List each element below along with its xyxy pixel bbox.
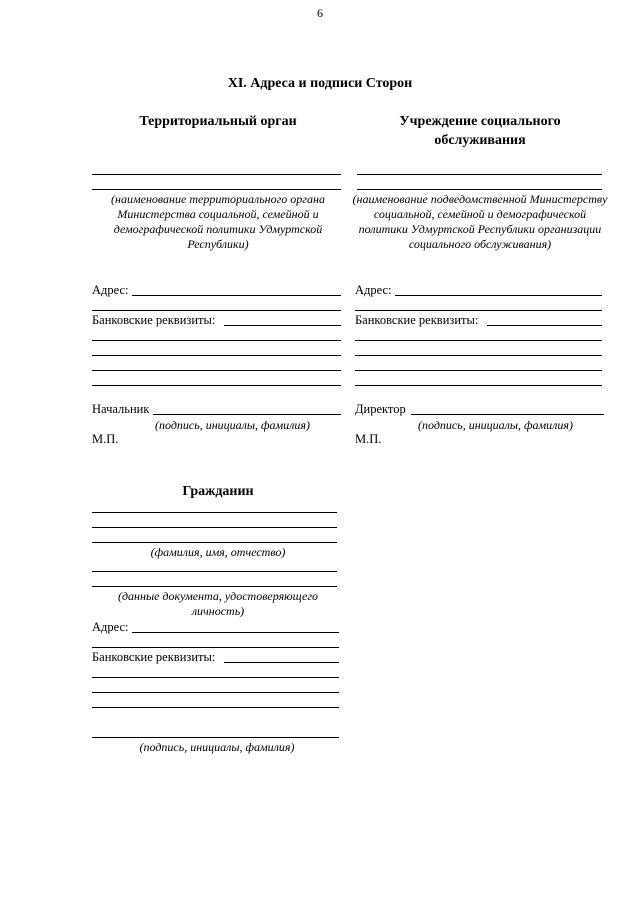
bank-details-line (355, 340, 602, 341)
bank-details-label: Банковские реквизиты: (92, 313, 216, 327)
bank-details-line (224, 662, 339, 663)
address-line (355, 310, 602, 311)
address-line (92, 310, 341, 311)
name-line (92, 189, 341, 190)
document-line (92, 586, 337, 587)
bank-details-line (92, 707, 339, 708)
signature-caption: (подпись, инициалы, фамилия) (155, 418, 310, 432)
bank-details-line (224, 325, 341, 326)
address-line (395, 295, 602, 296)
signer-label: Начальник (92, 402, 150, 416)
bank-details-line (92, 692, 339, 693)
address-line (132, 295, 341, 296)
name-caption: (наименование подведомственной Министерству социальной, семейной и демографической политики Удмуртской Республики организации социального обслуживания) (352, 192, 608, 251)
address-line (132, 632, 339, 633)
full-name-caption: (фамилия, имя, отчество) (150, 545, 286, 559)
page-number: 6 (317, 6, 323, 20)
name-line (357, 189, 602, 190)
bank-details-line (92, 355, 341, 356)
section-title: XI. Адреса и подписи Сторон (227, 76, 413, 91)
bank-details-line (92, 370, 341, 371)
name-line (92, 512, 337, 513)
bank-details-line (355, 355, 602, 356)
stamp-label: М.П. (355, 432, 382, 446)
address-line (92, 647, 339, 648)
bank-details-line (355, 370, 602, 371)
name-line (92, 174, 341, 175)
signer-label: Директор (355, 402, 406, 416)
name-line (92, 527, 337, 528)
citizen-title: Гражданин (182, 484, 254, 499)
bank-details-line (92, 340, 341, 341)
bank-details-line (92, 385, 341, 386)
name-caption: (наименование территориального органа Министерства социальной, семейной и демографической политики Удмуртской Республики) (111, 192, 325, 251)
signature-caption: (подпись, инициалы, фамилия) (139, 740, 295, 754)
document-line (92, 571, 337, 572)
address-label: Адрес: (355, 283, 392, 297)
name-line (357, 174, 602, 175)
address-label: Адрес: (92, 283, 129, 297)
signature-line (153, 414, 341, 415)
bank-details-line (355, 385, 602, 386)
signature-line (92, 737, 339, 738)
address-label: Адрес: (92, 620, 129, 634)
identity-document-caption: (данные документа, удостоверяющего личность) (117, 589, 319, 618)
bank-details-label: Банковские реквизиты: (92, 650, 216, 664)
bank-details-line (92, 677, 339, 678)
bank-details-line (487, 325, 602, 326)
territorial-body-title: Территориальный орган (139, 114, 297, 129)
signature-caption: (подпись, инициалы, фамилия) (418, 418, 573, 432)
bank-details-label: Банковские реквизиты: (355, 313, 479, 327)
stamp-label: М.П. (92, 432, 119, 446)
institution-title: Учреждение социального обслуживания (399, 114, 561, 148)
signature-line (411, 414, 604, 415)
name-line (92, 542, 337, 543)
